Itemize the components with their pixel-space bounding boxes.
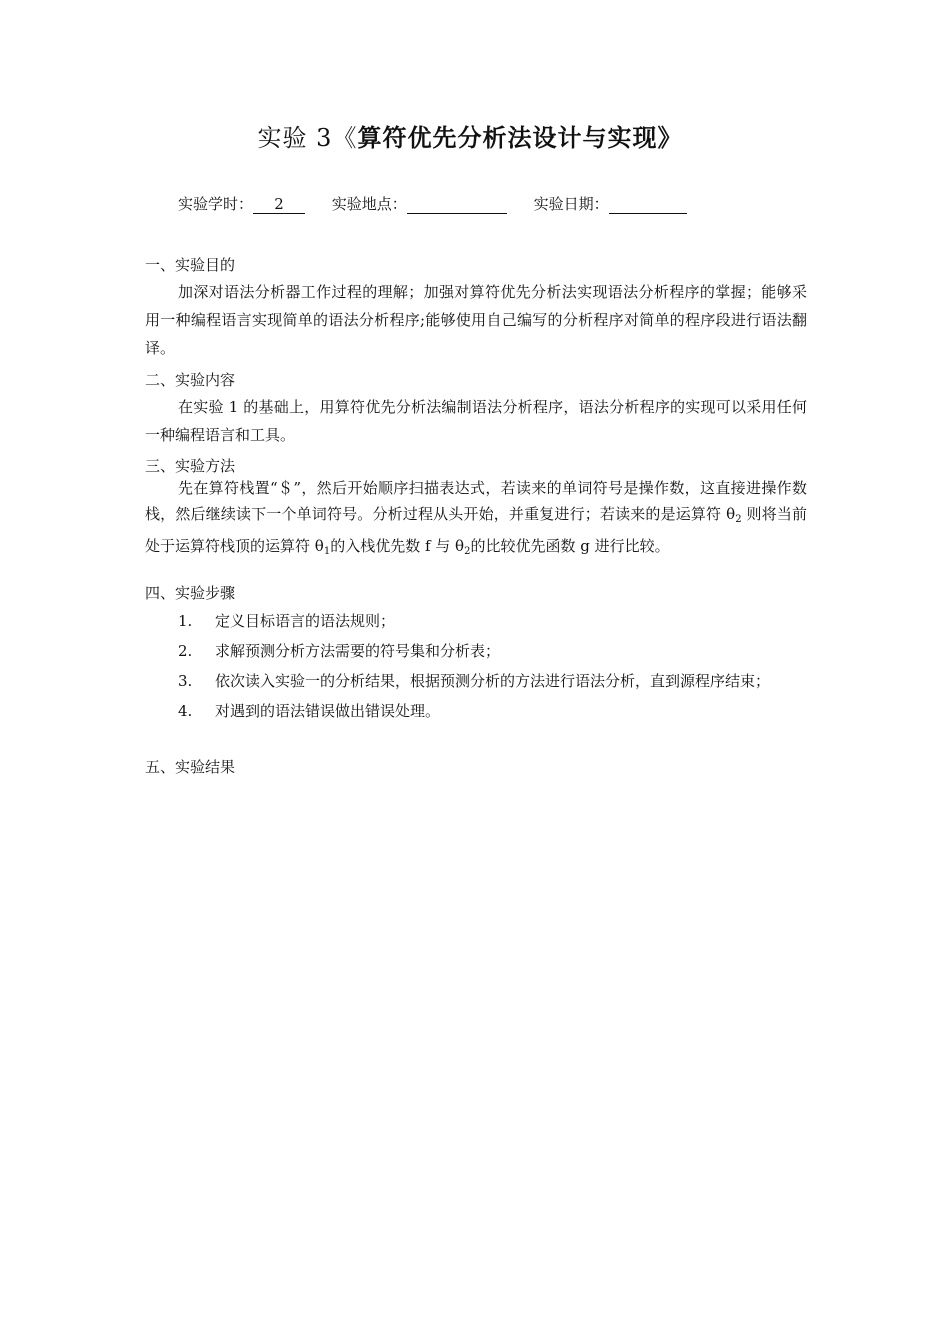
list-item — [145, 696, 807, 726]
title-main: 算符优先分析法设计与实现 — [357, 123, 658, 152]
title-suffix: 》 — [657, 123, 683, 152]
list-item — [145, 636, 807, 666]
list-item — [145, 606, 807, 636]
section-body-purpose: 加深对语法分析器工作过程的理解；加强对算符优先分析法实现语法分析程序的掌握；能够采用一种编程语言实现简单的语法分析程序;能够使用自己编写的分析程序对简单的程序段进行语法翻译。 — [145, 283, 807, 357]
section-heading-steps: 四、实验步骤 — [145, 584, 236, 602]
step-number: 2. — [178, 642, 193, 660]
date-value — [609, 195, 687, 214]
document-title — [0, 118, 940, 153]
section-heading-content: 二、实验内容 — [145, 371, 236, 389]
section-heading-purpose: 一、实验目的 — [145, 256, 236, 274]
step-text: 定义目标语言的语法规则； — [215, 612, 396, 630]
title-prefix: 实验 3《 — [257, 124, 358, 152]
method-sub-a: 2 — [735, 514, 742, 525]
section-body-method — [145, 475, 807, 565]
step-number: 4. — [178, 702, 193, 720]
steps-list — [145, 606, 807, 726]
step-text: 依次读入实验一的分析结果，根据预测分析的方法进行语法分析，直到源程序结束； — [215, 672, 771, 690]
section-heading-results: 五、实验结果 — [145, 758, 236, 776]
experiment-meta — [178, 193, 709, 214]
method-text-c: 的入栈优先数 f 与 θ — [330, 537, 465, 555]
date-label: 实验日期： — [533, 195, 609, 213]
step-number: 3. — [178, 672, 193, 690]
date-field — [534, 193, 687, 214]
section-heading-method: 三、实验方法 — [145, 457, 236, 475]
step-number: 1. — [178, 612, 193, 630]
method-text-b: 则将当前处于运算符栈顶的运算符 θ — [145, 505, 807, 555]
hours-label: 实验学时： — [178, 195, 254, 213]
step-text: 求解预测分析方法需要的符号集和分析表； — [215, 642, 501, 660]
section-body-content: 在实验 1 的基础上，用算符优先分析法编制语法分析程序，语法分析程序的实现可以采用任何一种编程语言和工具。 — [145, 398, 807, 444]
place-field — [332, 193, 507, 214]
method-sub-b: 1 — [323, 546, 331, 557]
method-text-a: 先在算符栈置“＄”，然后开始顺序扫描表达式，若读来的单词符号是操作数，这直接进操作数栈，然后继续读下一个单词符号。分析过程从头开始，并重复进行；若读来的是运算符 θ — [145, 479, 807, 523]
list-item — [145, 666, 807, 696]
place-value — [407, 195, 507, 214]
method-sub-c: 2 — [464, 546, 471, 557]
hours-field — [178, 193, 305, 214]
hours-value: 2 — [253, 195, 305, 214]
method-text-d: 的比较优先函数 g 进行比较。 — [470, 537, 670, 555]
place-label: 实验地点： — [331, 195, 407, 213]
step-text: 对遇到的语法错误做出错误处理。 — [215, 702, 441, 720]
